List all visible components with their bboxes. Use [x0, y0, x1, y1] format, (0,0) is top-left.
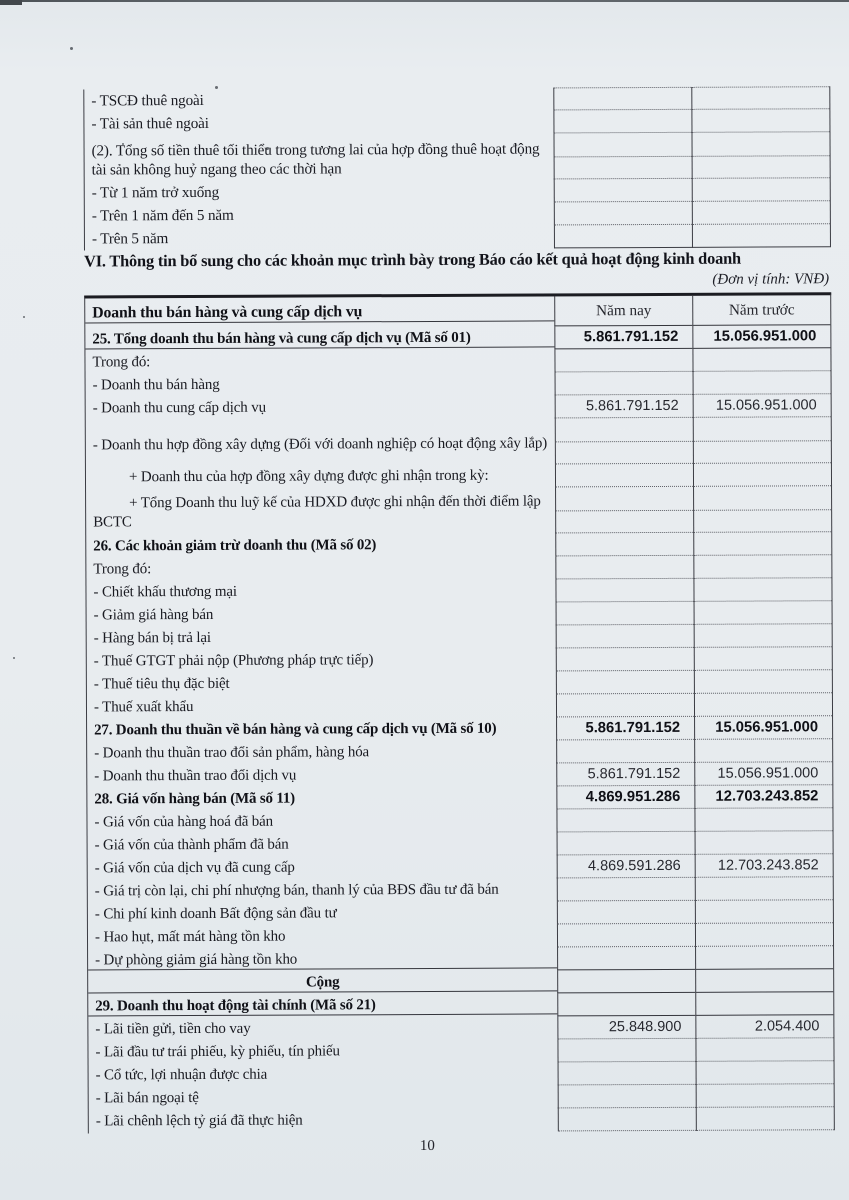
value-prior-year: 15.056.951.000	[694, 716, 832, 740]
value-prior-year	[695, 969, 833, 993]
table-row	[86, 394, 831, 420]
value-current-year	[557, 947, 695, 971]
table-row	[86, 371, 831, 397]
value-prior-year	[696, 1061, 834, 1085]
value-current-year	[555, 464, 693, 488]
row-label: - Giảm giá hàng bán	[93, 607, 214, 624]
table-row	[87, 785, 832, 811]
row-label: - Thuế xuất khẩu	[93, 699, 194, 716]
row-label: - Doanh thu hợp đồng xây dựng (Đối với doanh nghiệp có hoạt động xây lắp)	[92, 435, 548, 454]
row-label: + Tổng Doanh thu luỹ kế của HDXD được ghi nhận đến thời điểm lập BCTC	[93, 492, 541, 531]
row-label: 28. Giá vốn hàng bán (Mã số 11)	[94, 790, 295, 808]
value-prior-year	[694, 693, 832, 717]
value-current-year	[557, 924, 695, 948]
value-current-year	[556, 694, 694, 718]
row-label: - Từ 1 năm trở xuống	[91, 183, 220, 202]
row-label: - Giá vốn của hàng hoá đã bán	[94, 813, 274, 831]
row-label: Trong đó:	[92, 354, 151, 371]
value-prior-year	[693, 417, 831, 464]
table-row	[88, 900, 833, 926]
table-row	[87, 716, 832, 742]
table-row	[88, 946, 833, 972]
value-prior-year	[694, 670, 832, 694]
row-label: - Tài sản thuê ngoài	[91, 114, 209, 133]
row-label: - Trên 5 năm	[91, 230, 169, 248]
value-prior-year: 12.703.243.852	[694, 785, 832, 809]
value-prior-year	[691, 109, 829, 133]
value-current-year	[555, 556, 693, 580]
row-label: - Doanh thu cung cấp dịch vụ	[92, 399, 266, 417]
value-current-year	[554, 225, 692, 249]
row-label: - Doanh thu bán hàng	[92, 377, 220, 394]
value-current-year	[557, 993, 695, 1017]
row-label: - Dự phòng giảm giá hàng tồn kho	[88, 949, 557, 971]
row-label: - Hao hụt, mất mát hàng tồn kho	[94, 928, 286, 946]
value-current-year	[553, 87, 691, 111]
lease-commitments-table	[83, 86, 831, 250]
value-prior-year	[694, 808, 832, 832]
value-current-year	[557, 970, 695, 994]
value-prior-year	[695, 831, 833, 855]
value-prior-year: 15.056.951.000	[693, 394, 831, 418]
table-row	[88, 1038, 833, 1064]
value-prior-year	[693, 532, 831, 556]
value-current-year	[558, 1085, 696, 1109]
table-row	[89, 1061, 834, 1087]
row-label: - Lãi đầu tư trái phiếu, kỳ phiếu, tín phiếu	[95, 1043, 340, 1061]
row-label: - Doanh thu thuần trao đổi sản phẩm, hàng hóa	[94, 744, 370, 762]
table-row	[87, 647, 832, 673]
table-row	[88, 969, 833, 995]
row-label: - Giá trị còn lại, chi phí nhượng bán, thanh lý của BĐS đầu tư đã bán	[94, 881, 499, 900]
table-header-row	[85, 295, 830, 328]
row-label: + Doanh thu của hợp đồng xây dựng được ghi nhận trong kỳ:	[128, 467, 489, 486]
currency-unit-note: (Đơn vị tính: VNĐ)	[712, 271, 830, 288]
value-current-year: 5.861.791.152	[556, 717, 694, 741]
table-row	[89, 1107, 834, 1133]
table-row	[86, 555, 831, 581]
header-section-title: Doanh thu bán hàng và cung cấp dịch vụ	[85, 301, 554, 324]
lease-table-rows	[84, 86, 830, 250]
value-current-year	[555, 579, 693, 603]
row-label: (2). Tổng số tiền thuê tối thiểu trong tương lai của hợp đồng thuê hoạt động tài sản không huỷ ngang theo các thời hạn	[91, 140, 540, 179]
row-label: 25. Tổng doanh thu bán hàng và cung cấp dịch vụ (Mã số 01)	[85, 328, 554, 350]
header-prior-year: Năm trước	[692, 295, 830, 326]
value-current-year	[553, 110, 691, 134]
value-prior-year	[696, 1084, 834, 1108]
row-label: - Hàng bán bị trả lại	[93, 630, 211, 647]
table-row	[86, 463, 831, 489]
value-current-year	[554, 349, 692, 373]
table-row	[85, 178, 830, 204]
value-current-year	[556, 648, 694, 672]
row-label: 27. Doanh thu thuần về bán hàng và cung cấp dịch vụ (Mã số 10)	[94, 720, 497, 739]
table-row	[88, 1015, 833, 1041]
value-current-year	[554, 202, 692, 226]
value-current-year: 4.869.951.286	[556, 786, 694, 810]
value-current-year	[556, 671, 694, 695]
value-prior-year	[692, 178, 830, 202]
row-label: - Trên 1 năm đến 5 năm	[91, 206, 234, 225]
value-prior-year	[695, 1038, 833, 1062]
value-current-year	[553, 133, 691, 180]
value-current-year	[558, 1062, 696, 1086]
value-current-year: 5.861.791.152	[556, 763, 694, 787]
value-prior-year	[694, 739, 832, 763]
value-prior-year	[693, 463, 831, 487]
row-label: Cộng	[88, 972, 557, 994]
table-row	[84, 109, 829, 135]
table-row	[88, 831, 833, 857]
value-current-year: 4.869.591.286	[557, 855, 695, 879]
table-row	[87, 808, 832, 834]
value-prior-year	[695, 946, 833, 970]
page-number: 10	[419, 1137, 435, 1155]
table-row	[87, 670, 832, 696]
value-prior-year	[694, 647, 832, 671]
row-label: - Lãi tiền gửi, tiền cho vay	[95, 1020, 251, 1038]
table-row	[88, 992, 833, 1018]
value-current-year	[555, 418, 693, 465]
value-current-year	[556, 809, 694, 833]
section-vi-heading: VI. Thông tin bổ sung cho các khoản mục trình bày trong Báo cáo kết quả hoạt động kinh doanh	[83, 248, 741, 271]
value-current-year: 25.848.900	[557, 1016, 695, 1040]
header-current-year: Năm nay	[554, 296, 692, 327]
value-current-year: 5.861.791.152	[555, 395, 693, 419]
value-prior-year	[692, 224, 830, 248]
row-label: - Lãi bán ngoại tệ	[95, 1090, 199, 1107]
value-current-year	[557, 878, 695, 902]
value-current-year	[554, 179, 692, 203]
row-label: - Giá vốn của dịch vụ đã cung cấp	[94, 859, 295, 877]
table-row	[85, 201, 830, 227]
value-prior-year	[691, 132, 829, 179]
table-row	[89, 1084, 834, 1110]
table-row	[87, 601, 832, 627]
row-label: - Chi phí kinh doanh Bất động sản đầu tư	[94, 905, 337, 923]
value-prior-year	[693, 371, 831, 395]
row-label: Trong đó:	[93, 561, 152, 578]
table-row	[88, 854, 833, 880]
value-current-year	[558, 1108, 696, 1132]
value-prior-year	[694, 601, 832, 625]
value-prior-year	[695, 900, 833, 924]
row-label: - Thuế GTGT phải nộp (Phương pháp trực tiếp)	[93, 652, 374, 670]
value-prior-year: 2.054.400	[695, 1015, 833, 1039]
value-current-year	[557, 901, 695, 925]
value-current-year	[556, 740, 694, 764]
row-label: - Giá vốn của thành phẩm đã bán	[94, 836, 289, 854]
table-row	[84, 86, 829, 112]
table-row	[86, 417, 831, 466]
value-current-year	[557, 832, 695, 856]
row-label: - Cổ tức, lợi nhuận được chia	[95, 1066, 268, 1084]
value-prior-year	[692, 348, 830, 372]
table-row	[88, 923, 833, 949]
row-label: 26. Các khoản giảm trừ doanh thu (Mã số 02)	[93, 537, 377, 555]
value-current-year	[555, 487, 693, 534]
row-label: 29. Doanh thu hoạt động tài chính (Mã số 21)	[88, 995, 557, 1017]
table-row	[85, 224, 830, 250]
value-prior-year: 12.703.243.852	[695, 854, 833, 878]
table-row	[85, 348, 830, 374]
value-prior-year: 15.056.951.000	[692, 325, 830, 349]
value-current-year	[556, 602, 694, 626]
value-prior-year	[696, 1107, 834, 1131]
value-prior-year	[693, 486, 831, 533]
value-prior-year	[694, 624, 832, 648]
revenue-table-rows	[85, 325, 834, 1133]
value-current-year	[557, 1039, 695, 1063]
value-current-year	[555, 533, 693, 557]
row-label: - TSCĐ thuê ngoài	[91, 91, 204, 110]
table-row	[86, 486, 831, 535]
table-row	[87, 624, 832, 650]
table-row	[87, 693, 832, 719]
table-row	[84, 132, 829, 181]
table-row	[87, 739, 832, 765]
value-prior-year	[695, 923, 833, 947]
row-label: - Doanh thu thuần trao đổi dịch vụ	[94, 767, 297, 785]
row-label: - Lãi chênh lệch tỷ giá đã thực hiện	[95, 1112, 303, 1130]
table-row	[86, 578, 831, 604]
value-prior-year	[695, 992, 833, 1016]
value-current-year	[556, 625, 694, 649]
table-row	[88, 877, 833, 903]
revenue-notes-table	[84, 292, 835, 1133]
value-prior-year	[691, 86, 829, 110]
table-row	[87, 762, 832, 788]
value-prior-year	[692, 201, 830, 225]
table-row	[85, 325, 830, 351]
row-label: - Chiết khấu thương mại	[93, 583, 237, 601]
value-prior-year: 15.056.951.000	[694, 762, 832, 786]
value-prior-year	[693, 555, 831, 579]
table-row	[86, 532, 831, 558]
value-prior-year	[695, 877, 833, 901]
row-label: - Thuế tiêu thụ đặc biệt	[93, 675, 230, 693]
value-current-year	[555, 372, 693, 396]
value-prior-year	[693, 578, 831, 602]
value-current-year: 5.861.791.152	[554, 326, 692, 350]
